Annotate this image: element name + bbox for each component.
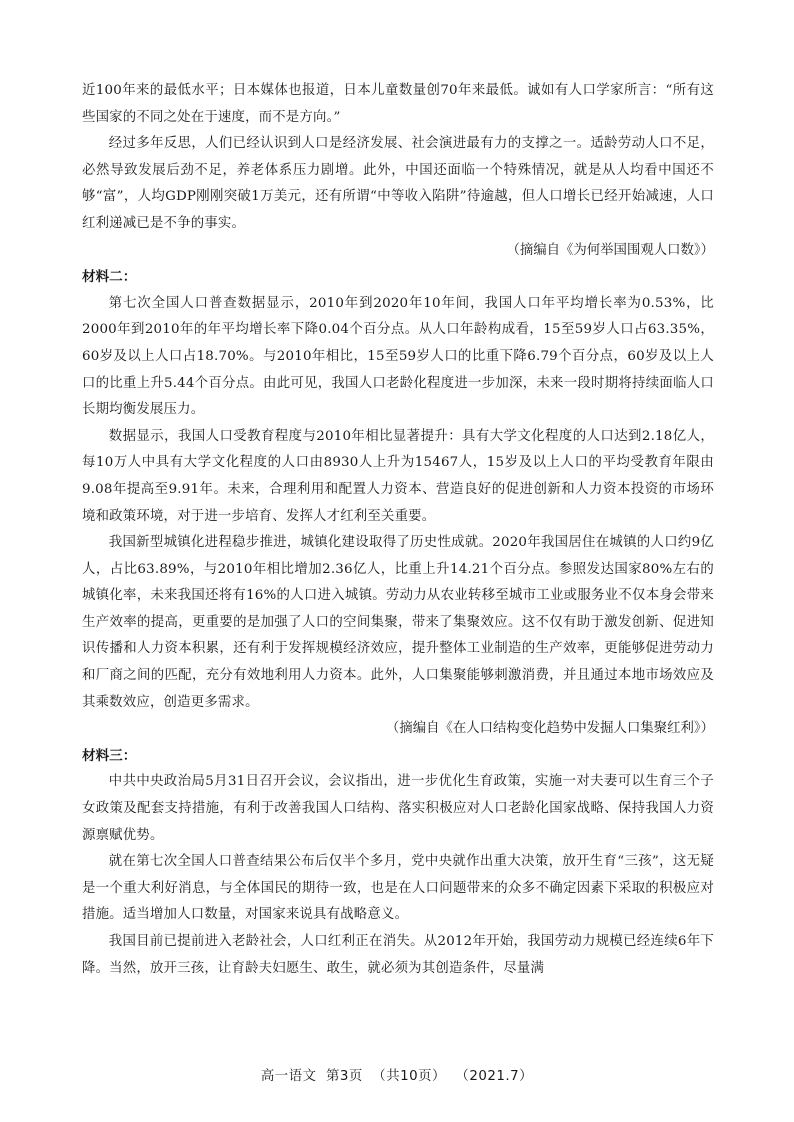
material1-paragraph-2: 经过多年反思，人们已经认识到人口是经济发展、社会演进最有力的支撑之一。适龄劳动人口不足，必然导致发展后劲不足，养老体系压力剧增。此外，中国还面临一个特殊情况，就是从人均看中国还不够“富”，人均GDP刚刚突破1万美元，还有所谓“中等收入陷阱”待逾越，但人口增长已经开始减速，人口红利递减已是不争的事实。	[82, 136, 714, 231]
material2-paragraph-3: 我国新型城镇化进程稳步推进，城镇化建设取得了历史性成就。2020年我国居住在城镇的人口约9亿人，占比63.89%，与2010年相比增加2.36亿人，比重上升14.21个百分点。参照发达国家80%左右的城镇化率，未来我国还将有16%的人口进入城镇。劳动力从农业转移至城市工业或服务业不仅本身会带来生产效率的提高，更重要的是加强了人口的空间集聚，带来了集聚效应。这不仅有助于激发创新、促进知识传播和人力资本积累，还有利于发挥规模经济效应，提升整体工业制造的生产效率，更能够促进劳动力和厂商之间的匹配，充分有效地利用人力资本。此外，人口集聚能够刺激消费，并且通过本地市场效应及其乘数效应，创造更多需求。	[82, 535, 714, 710]
document-page	[82, 78, 714, 982]
material3-paragraph-2: 就在第七次全国人口普查结果公布后仅半个多月，党中央就作出重大决策，放开生育“三孩”，这无疑是一个重大利好消息，与全体国民的期待一致，也是在人口问题带来的众多不确定因素下采取的积极应对措施。适当增加人口数量，对国家来说具有战略意义。	[82, 854, 714, 923]
material1-source: （摘编自《为何举国围观人口数》）	[506, 242, 714, 258]
material2-paragraph-2: 数据显示，我国人口受教育程度与2010年相比显著提升：具有大学文化程度的人口达到2.18亿人，每10万人中具有大学文化程度的人口由8930人上升为15467人，15岁及以上人口的平均受教育年限由9.08年提高至9.91年。未来，合理利用和配置人力资本、营造良好的促进创新和人力资本投资的市场环境和政策环境，对于进一步培育、发挥人才红利至关重要。	[82, 428, 714, 524]
material3-heading: 材料三：	[82, 747, 137, 764]
material2-paragraph-1: 第七次全国人口普查数据显示，2010年到2020年10年间，我国人口年平均增长率为0.53%，比2000年到2010年的年平均增长率下降0.04个百分点。从人口年龄构成看，15至59岁人口占63.35%，60岁及以上人口占18.70%。与2010年相比，15至59岁人口的比重下降6.79个百分点，60岁及以上人口的比重上升5.44个百分点。由此可见，我国人口老龄化程度进一步加深，未来一段时期将持续面临人口长期均衡发展压力。	[82, 295, 714, 418]
material2-heading: 材料二：	[82, 269, 137, 286]
material3-paragraph-1: 中共中央政治局5月31日召开会议，会议指出，进一步优化生育政策，实施一对夫妻可以生育三个子女政策及配套支持措施，有利于改善我国人口结构、落实积极应对人口老龄化国家战略、保持我国人力资源禀赋优势。	[82, 774, 714, 843]
material2-source: （摘编自《在人口结构变化趋势中发掘人口集聚红利》）	[385, 721, 714, 737]
material1-paragraph-continued: 近100年来的最低水平；日本媒体也报道，日本儿童数量创70年来最低。诚如有人口学家所言：“所有这些国家的不同之处在于速度，而不是方向。”	[82, 83, 714, 125]
material3-paragraph-3: 我国目前已提前进入老龄社会，人口红利正在消失。从2012年开始，我国劳动力规模已经连续6年下降。当然，放开三孩，让育龄夫妇愿生、敢生，就必须为其创造条件，尽量满	[82, 934, 714, 976]
page-footer: 高一语文 第3页 （共10页） （2021.7）	[260, 1069, 534, 1084]
